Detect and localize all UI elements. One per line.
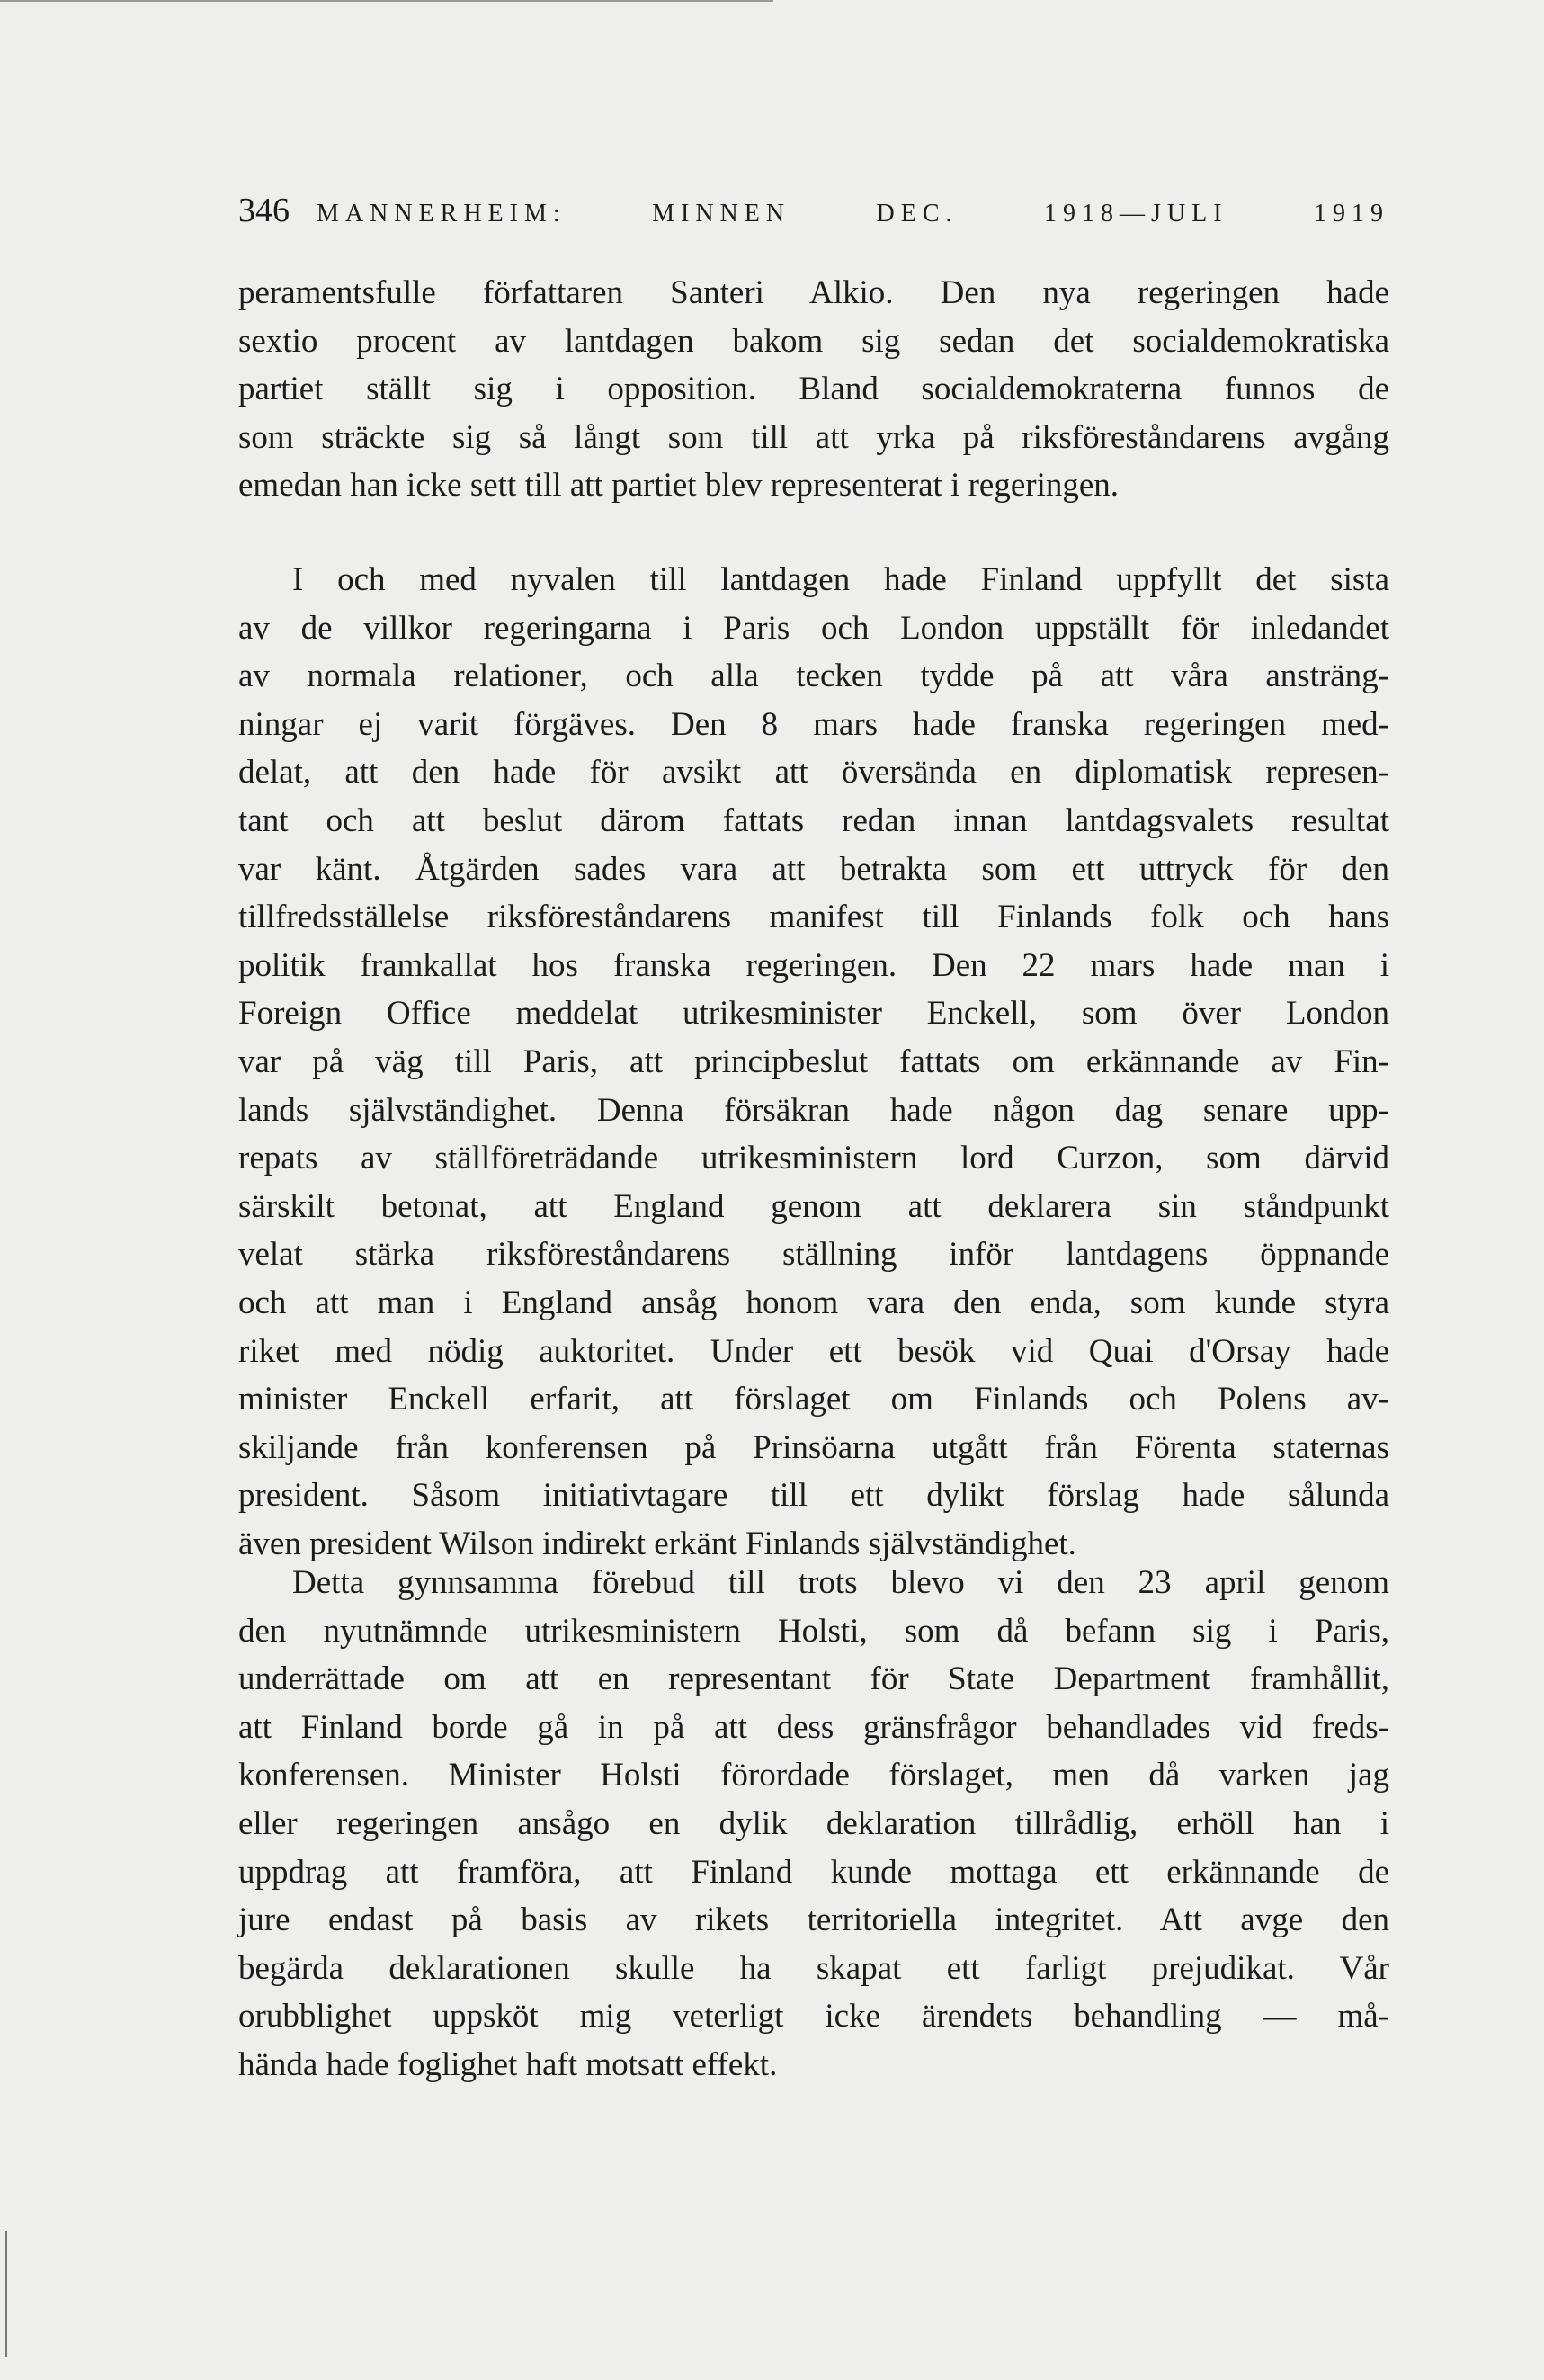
text-line: tant och att beslut därom fattats redan innan lantdagsvalets resultat [238,801,1389,839]
scan-edge [0,0,773,2]
text-line: riket med nödig auktoritet. Under ett besök vid Quai d'Orsay hade [238,1332,1389,1370]
text-line: av de villkor regeringarna i Paris och London uppställt för inledandet [238,609,1389,647]
text-line: Foreign Office meddelat utrikesminister Enckell, som över London [238,995,1389,1033]
text-line: lands självständighet. Denna försäkran hade någon dag senare upp- [238,1091,1389,1129]
text-line: president. Såsom initiativtagare till ett dylikt förslag hade sålunda [238,1477,1389,1515]
text-line: och att man i England ansåg honom vara den enda, som kunde styra [238,1284,1389,1321]
text-line: hända hade foglighet haft motsatt effekt. [238,2045,778,2083]
text-line: var på väg till Paris, att principbeslut fattats om erkännande av Fin- [238,1042,1389,1080]
running-title: MANNERHEIM: MINNEN DEC. 1918—JULI 1919 [317,200,1389,228]
text-line: politik framkallat hos franska regeringen. Den 22 mars hade man i [238,946,1389,984]
text-line: eller regeringen ansågo en dylik deklaration tillrådlig, erhöll han i [238,1804,1389,1842]
paragraph-2 [238,556,1389,1568]
text-line: tillfredsställelse riksföreståndarens manifest till Finlands folk och hans [238,899,1389,936]
paragraph-3 [238,1559,1389,2089]
running-header [238,191,1389,236]
text-line: delat, att den hade för avsikt att översända en diplomatisk represen- [238,754,1389,792]
text-line: emedan han icke sett till att partiet blev representerat i regeringen. [238,467,1120,505]
text-line: orubblighet uppsköt mig veterligt icke ärendets behandling — må- [238,1998,1389,2036]
text-line: I och med nyvalen till lantdagen hade Finland uppfyllt det sista [292,561,1389,598]
text-line: underrättade om att en representant för State Department framhållit, [238,1660,1389,1698]
text-line: Detta gynnsamma förebud till trots blevo vi den 23 april genom [292,1564,1389,1601]
paragraph-1 [238,269,1389,510]
text-line: uppdrag att framföra, att Finland kunde mottaga ett erkännande de [238,1853,1389,1891]
text-line: jure endast på basis av rikets territoriella integritet. Att avge den [238,1901,1389,1939]
text-line: av normala relationer, och alla tecken tydde på att våra ansträng- [238,658,1389,695]
text-line: peramentsfulle författaren Santeri Alkio. Den nya regeringen hade [238,274,1389,311]
text-line: sextio procent av lantdagen bakom sig sedan det socialdemokratiska [238,322,1389,360]
text-line: som sträckte sig så långt som till att yrka på riksföreståndarens avgång [238,418,1389,456]
text-line: skiljande från konferensen på Prinsöarna utgått från Förenta staternas [238,1428,1389,1466]
text-line: repats av ställföreträdande utrikesministern lord Curzon, som därvid [238,1140,1389,1177]
text-line: ningar ej varit förgäves. Den 8 mars hade franska regeringen med- [238,705,1389,743]
page-number: 346 [238,192,290,229]
text-line: velat stärka riksföreståndarens ställning inför lantdagens öppnande [238,1236,1389,1274]
scan-mark [5,2231,7,2357]
text-line: den nyutnämnde utrikesministern Holsti, som då befann sig i Paris, [238,1612,1389,1650]
text-line: även president Wilson indirekt erkänt Finlands självständighet. [238,1525,1076,1562]
text-line: konferensen. Minister Holsti förordade förslaget, men då varken jag [238,1757,1389,1794]
text-line: att Finland borde gå in på att dess gränsfrågor behandlades vid freds- [238,1708,1389,1746]
text-line: var känt. Åtgärden sades vara att betrakta som ett uttryck för den [238,850,1389,888]
text-line: partiet ställt sig i opposition. Bland socialdemokraterna funnos de [238,371,1389,408]
text-line: särskilt betonat, att England genom att deklarera sin ståndpunkt [238,1187,1389,1225]
text-line: minister Enckell erfarit, att förslaget om Finlands och Polens av- [238,1381,1389,1418]
text-line: begärda deklarationen skulle ha skapat ett farligt prejudikat. Vår [238,1949,1389,1987]
